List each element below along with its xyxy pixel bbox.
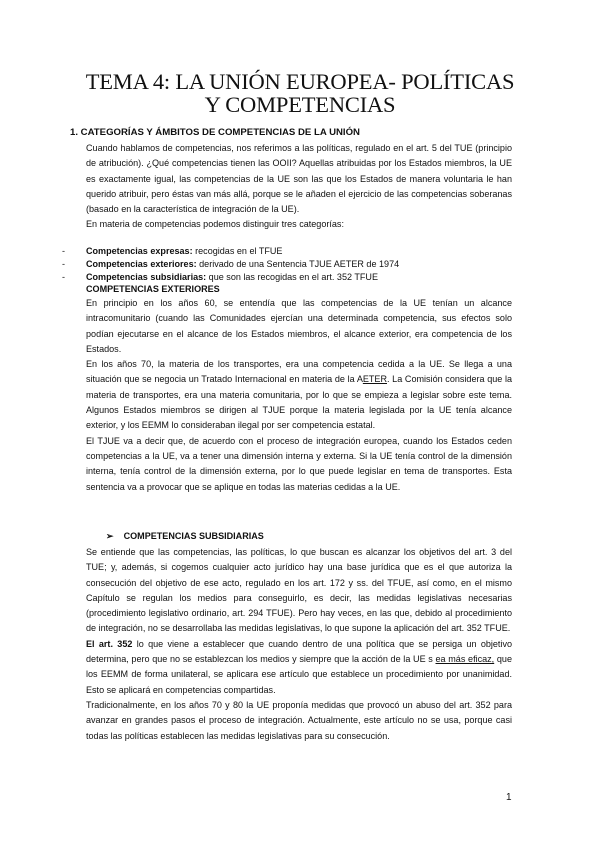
underlined-text: ETER <box>362 374 387 385</box>
list-bullet: - <box>62 259 66 269</box>
paragraph <box>86 357 512 433</box>
bold-text: El art. 352 <box>86 638 133 649</box>
list-text: derivado de una Sentencia TJUE AETER de 1974 <box>196 259 400 269</box>
list-term: Competencias expresas: <box>86 246 193 256</box>
list-bullet: - <box>62 246 66 256</box>
paragraph: En materia de competencias podemos distinguir tres categorías: <box>86 219 344 230</box>
paragraph: Se entiende que las competencias, las políticas, lo que buscan es alcanzar los objetivos del art. 3 del TUE; y, además, si cogemos cualquier acto jurídico hay una base jurídica que es el que autoriza la consecución del objetivo de ese acto, regulado en los art. 172 y ss. del TFUE, así como, en el mismo Capítulo se regulan los medios para conseguirlo, es decir, las medidas legislativas necesarias (procedimiento legislativo ordinario, art. 294 TFUE). Pero hay veces, en las que, debido al procedimiento de integración, no se desarrollaba las medidas legislativas, lo que supone la aplicación del art. 352 TFUE. <box>86 547 512 634</box>
title-line-2: Y COMPETENCIAS <box>204 92 396 117</box>
list-item <box>62 271 512 284</box>
competence-categories-list <box>62 245 512 284</box>
underlined-text: ea más eficaz, <box>435 654 495 665</box>
subsidiarias-body <box>86 545 512 744</box>
list-item <box>62 245 512 258</box>
paragraph: El TJUE va a decir que, de acuerdo con el proceso de integración europea, cuando los Estados ceden competencias a la UE, va a tener una dimensión interna y externa. Si la UE tenía control de la dimensión interna, tenía control de la dimensión externa, por lo que puede legislar en tema de transportes. Esta sentencia va a provocar que se aplique en todas las materias cedidas a la UE. <box>86 435 512 492</box>
list-text: que son las recogidas en el art. 352 TFUE <box>206 272 378 282</box>
document-title <box>60 70 540 116</box>
paragraph: En principio en los años 60, se entendía que las competencias de la UE tenían un alcance intracomunitario (cuando las Comunidades ejercían una determinada competencia, sus efectos solo podían ejecutarse en el alcance de los Estados miembros, el alcance exterior, era competencia de los Estados. <box>86 298 512 354</box>
list-item <box>62 258 512 271</box>
paragraph: Tradicionalmente, en los años 70 y 80 la UE proponía medidas que provocó un abuso del art. 352 para avanzar en grandes pasos el proceso de integración. Actualmente, este artículo no se usa, porque casi todas las políticas establecen las medidas legislativas para su consecución. <box>86 699 512 741</box>
paragraph: Cuando hablamos de competencias, nos referimos a las políticas, regulado en el art. 5 del TUE (principio de atribución). ¿Qué competencias tienen las OOII? Aquellas atribuidas por los Estados miembros, la UE es exactamente igual, las competencias de la UE son las que los Estados de manera voluntaria le han querido atribuir, pero éstas van más allá, porque se le añaden el ejercicio de las competencias soberanas (basado en la característica de integración de la UE). <box>86 143 512 215</box>
text-run: . La Comisión considera que la materia de transportes, era una materia comunitaria, por lo que se empieza a legislar sobre este tema. Algunos Estados miembros se dirigen al TJUE porque la materia legislada por la UE tenía alcance exterior, y los EEMM lo consideraban ilegal por ser competencia estatal. <box>86 374 513 431</box>
list-term: Competencias exteriores: <box>86 259 197 269</box>
text-run: lo que viene a establecer que cuando dentro de una política que se persiga un objetivo determina, pero que no se establezcan los medios y siempre que la acción de la UE s <box>86 638 512 665</box>
arrow-bullet-icon: ➢ <box>106 531 114 541</box>
subheading-subsidiarias <box>106 531 264 542</box>
list-term: Competencias subsidiarias: <box>86 272 207 282</box>
subheading-exteriores: COMPETENCIAS EXTERIORES <box>86 284 220 294</box>
page-number: 1 <box>506 792 512 803</box>
section1-body <box>86 141 512 233</box>
paragraph <box>86 637 512 698</box>
title-line-1: TEMA 4: LA UNIÓN EUROPEA- POLÍTICAS <box>85 69 515 94</box>
subheading-text: COMPETENCIAS SUBSIDIARIAS <box>123 531 264 541</box>
list-bullet: - <box>62 272 66 282</box>
exteriores-body <box>86 296 512 495</box>
text-run: que los EEMM de forma unilateral, se aplicara ese artículo que establece un procedimiento por unanimidad. Esto se aplicará en competencias compartidas. <box>86 654 512 695</box>
section-heading-categorias: 1. CATEGORÍAS Y ÁMBITOS DE COMPETENCIAS DE LA UNIÓN <box>70 127 360 138</box>
text-run: En los años 70, la materia de los transportes, era una competencia cedida a la UE. Se llega a una situación que se negocia un Tratado Internacional en materia de la A <box>86 359 512 385</box>
list-text: recogidas en el TFUE <box>192 246 283 256</box>
